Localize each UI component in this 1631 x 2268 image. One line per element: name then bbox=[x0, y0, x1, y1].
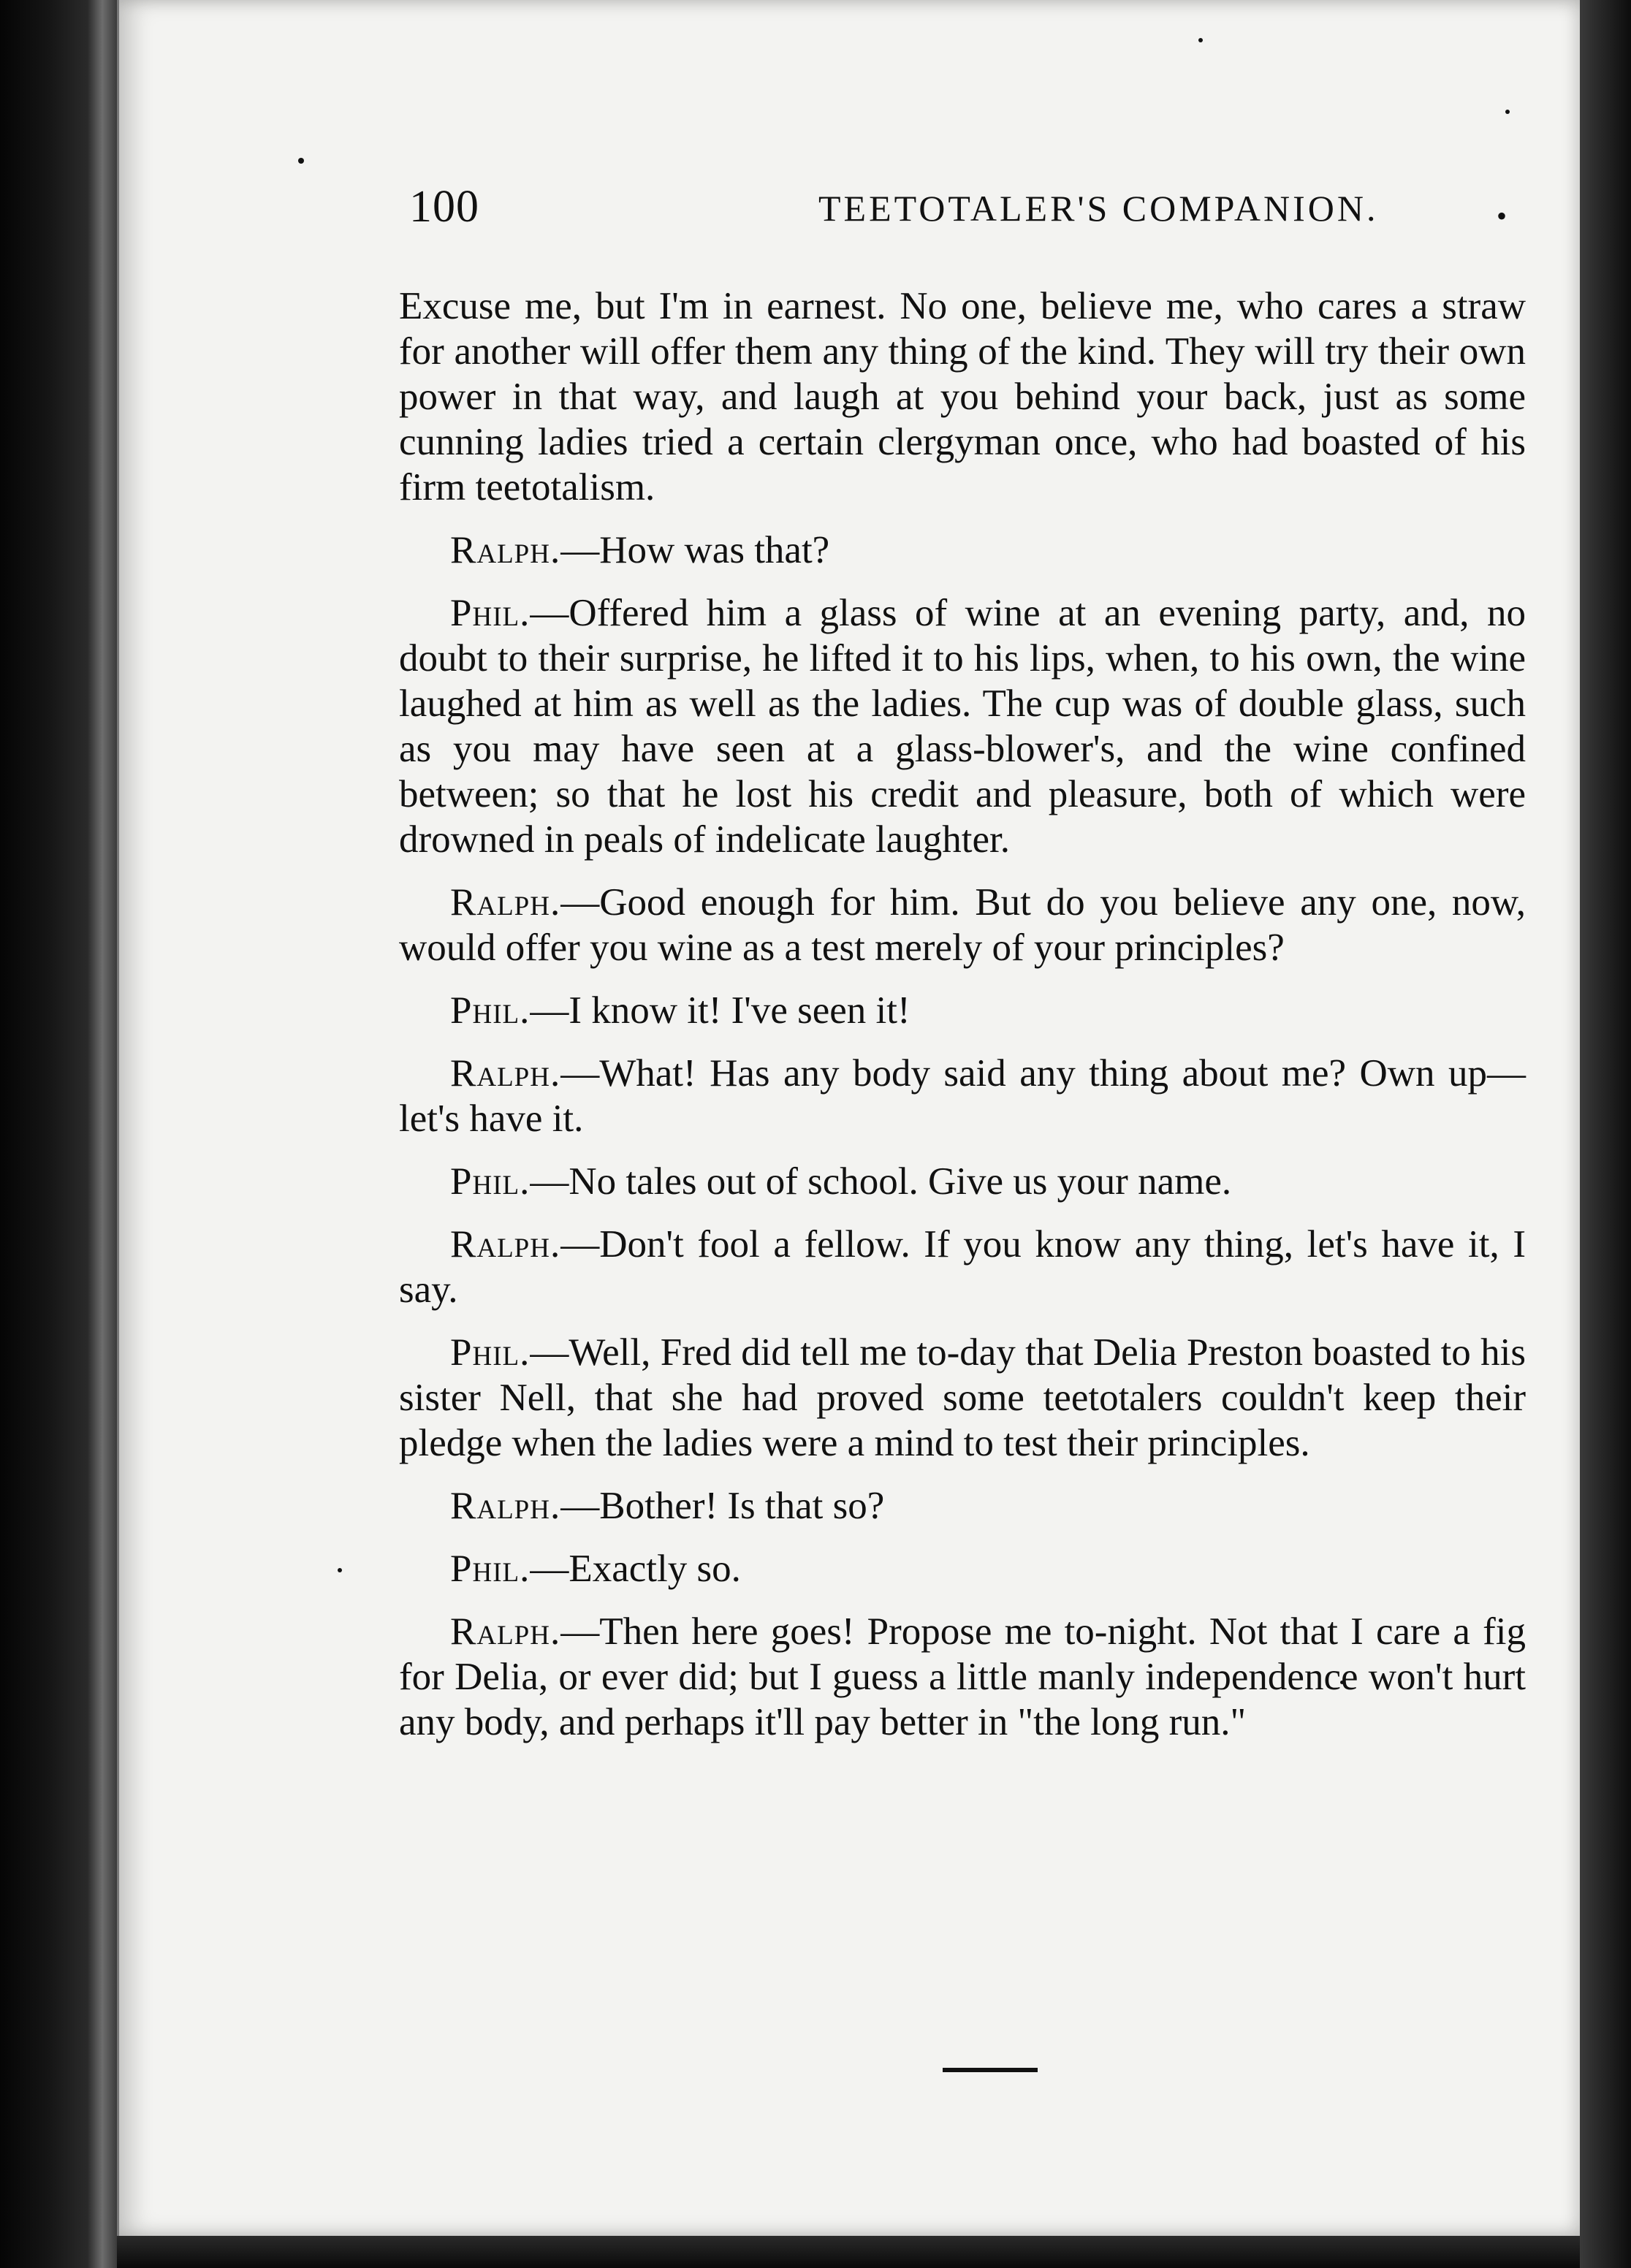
dialogue-paragraph bbox=[399, 988, 1526, 1033]
dialogue-text: —No tales out of school. Give us your name. bbox=[530, 1160, 1232, 1203]
ink-speck bbox=[1505, 110, 1510, 114]
dialogue-text: —How was that? bbox=[560, 529, 830, 571]
dialogue-paragraph bbox=[399, 880, 1526, 970]
dialogue-paragraph bbox=[399, 1609, 1526, 1745]
dialogue-paragraph bbox=[399, 528, 1526, 573]
right-scan-edge bbox=[1580, 0, 1631, 2268]
running-title: TEETOTALER'S COMPANION. bbox=[818, 188, 1379, 229]
dialogue-paragraph bbox=[399, 1051, 1526, 1141]
dialogue-text: —Well, Fred did tell me to-day that Delia Preston boasted to his sister Nell, that she had proved some teetotalers couldn't keep their pledge when the ladies were a mind to test their principles. bbox=[399, 1331, 1526, 1464]
dialogue-paragraph bbox=[399, 590, 1526, 862]
section-end-rule bbox=[943, 2068, 1038, 2072]
header-ornament: • bbox=[1497, 199, 1508, 232]
speaker-name: Phil. bbox=[450, 1331, 531, 1374]
ink-speck bbox=[298, 158, 304, 164]
dialogue-text: —Exactly so. bbox=[530, 1548, 741, 1590]
speaker-name: Ralph. bbox=[450, 529, 561, 571]
dialogue-text: —Don't fool a fellow. If you know any thing, let's have it, I say. bbox=[399, 1223, 1526, 1311]
speaker-name: Ralph. bbox=[450, 1485, 561, 1527]
bottom-scan-edge bbox=[117, 2236, 1580, 2268]
dialogue-text: —Good enough for him. But do you believe any one, now, would offer you wine as a test merely of your principles? bbox=[399, 881, 1526, 969]
dialogue-text: —Then here goes! Propose me to-night. Not that I care a fig for Delia, or ever did; but I guess a little manly independence won't hurt any body, and perhaps it'll pay better in "the long run." bbox=[399, 1610, 1526, 1743]
speaker-name: Ralph. bbox=[450, 1052, 561, 1095]
body-text bbox=[399, 284, 1526, 1762]
dialogue-paragraph bbox=[399, 1330, 1526, 1466]
speaker-name: Phil. bbox=[450, 1548, 531, 1590]
dialogue-text: —Bother! Is that so? bbox=[560, 1485, 885, 1527]
speaker-name: Phil. bbox=[450, 1160, 531, 1203]
ink-speck bbox=[1198, 38, 1203, 42]
ink-speck bbox=[338, 1568, 342, 1572]
running-head bbox=[292, 181, 1535, 240]
dialogue-text: —What! Has any body said any thing about me? Own up—let's have it. bbox=[399, 1052, 1526, 1140]
page-number: 100 bbox=[409, 182, 479, 232]
dialogue-paragraph bbox=[399, 1159, 1526, 1204]
dialogue-paragraph bbox=[399, 1546, 1526, 1591]
speaker-name: Ralph. bbox=[450, 1610, 561, 1653]
paragraph bbox=[399, 284, 1526, 510]
speaker-name: Ralph. bbox=[450, 1223, 561, 1266]
speaker-name: Phil. bbox=[450, 989, 531, 1032]
dialogue-paragraph bbox=[399, 1222, 1526, 1312]
page-stack-edge bbox=[88, 0, 117, 2268]
paragraph-text: Excuse me, but I'm in earnest. No one, believe me, who cares a straw for another will offer them any thing of the kind. They will try their own power in that way, and laugh at you behind your back, just as some cunning ladies tried a certain clergyman once, who had boasted of his firm teetotalism. bbox=[399, 285, 1526, 509]
dialogue-paragraph bbox=[399, 1483, 1526, 1529]
speaker-name: Phil. bbox=[450, 592, 531, 634]
dialogue-text: —I know it! I've seen it! bbox=[530, 989, 910, 1032]
speaker-name: Ralph. bbox=[450, 881, 561, 924]
dialogue-text: —Offered him a glass of wine at an evening party, and, no doubt to their surprise, he lifted it to his lips, when, to his own, the wine laughed at him as well as the ladies. The cup was of double glass, such as you may have seen at a glass-blower's, and the wine confined between; so that he lost his credit and pleasure, both of which were drowned in peals of indelicate laughter. bbox=[399, 592, 1526, 861]
